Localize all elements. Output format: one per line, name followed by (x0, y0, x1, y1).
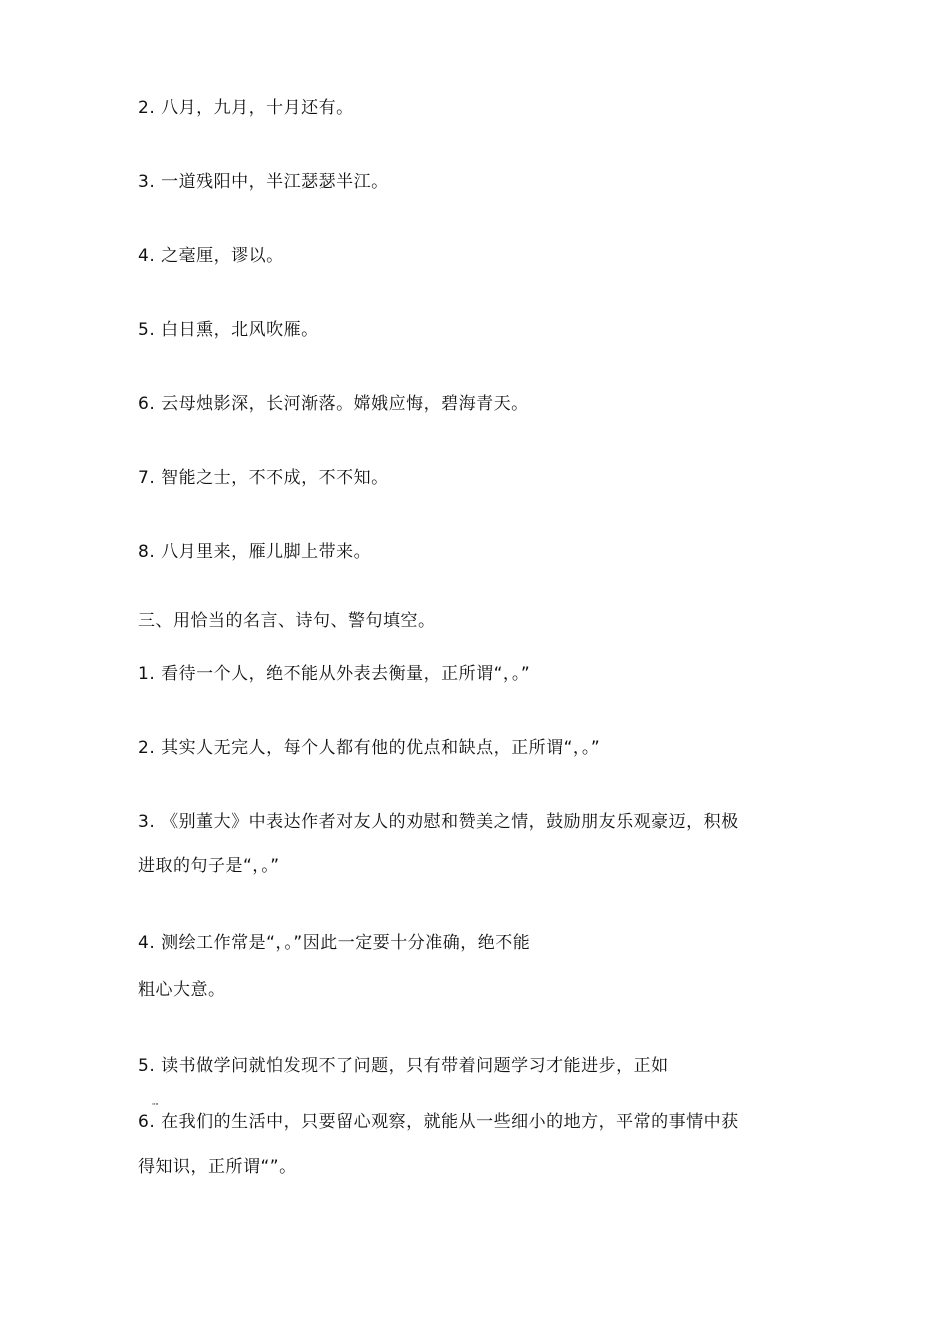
section-heading-three: 三、用恰当的名言、诗句、警句填空。 (138, 611, 436, 631)
question-6-line-1: 6. 在我们的生活中，只要留心观察，就能从一些细小的地方，平常的事情中获 (138, 1112, 739, 1132)
question-6-line-2: 得知识，正所谓“”。 (138, 1157, 297, 1177)
question-3-line-1: 3. 《别董大》中表达作者对友人的劝慰和赞美之情，鼓励朋友乐观豪迈，积极 (138, 812, 739, 832)
line-fill-3: 3. 一道残阳中，半江瑟瑟半江。 (138, 172, 389, 192)
question-4-line-1: 4. 测绘工作常是“，。”因此一定要十分准确，绝不能 (138, 933, 531, 953)
stray-quote-mark: "" (152, 1102, 159, 1110)
line-fill-7: 7. 智能之士，不不成，不不知。 (138, 468, 389, 488)
line-fill-6: 6. 云母烛影深，长河渐落。嫦娥应悔，碧海青天。 (138, 394, 529, 414)
question-2: 2. 其实人无完人，每个人都有他的优点和缺点，正所谓“，。” (138, 738, 601, 758)
question-5: 5. 读书做学问就怕发现不了问题，只有带着问题学习才能进步，正如 (138, 1056, 669, 1076)
line-fill-5: 5. 白日熏，北风吹雁。 (138, 320, 319, 340)
question-3-line-2: 进取的句子是“，。” (138, 856, 280, 876)
line-fill-8: 8. 八月里来，雁儿脚上带来。 (138, 542, 372, 562)
question-1: 1. 看待一个人，绝不能从外表去衡量，正所谓“，。” (138, 664, 531, 684)
line-fill-2: 2. 八月，九月，十月还有。 (138, 98, 354, 118)
question-4-line-2: 粗心大意。 (138, 980, 226, 1000)
line-fill-4: 4. 之毫厘，谬以。 (138, 246, 284, 266)
